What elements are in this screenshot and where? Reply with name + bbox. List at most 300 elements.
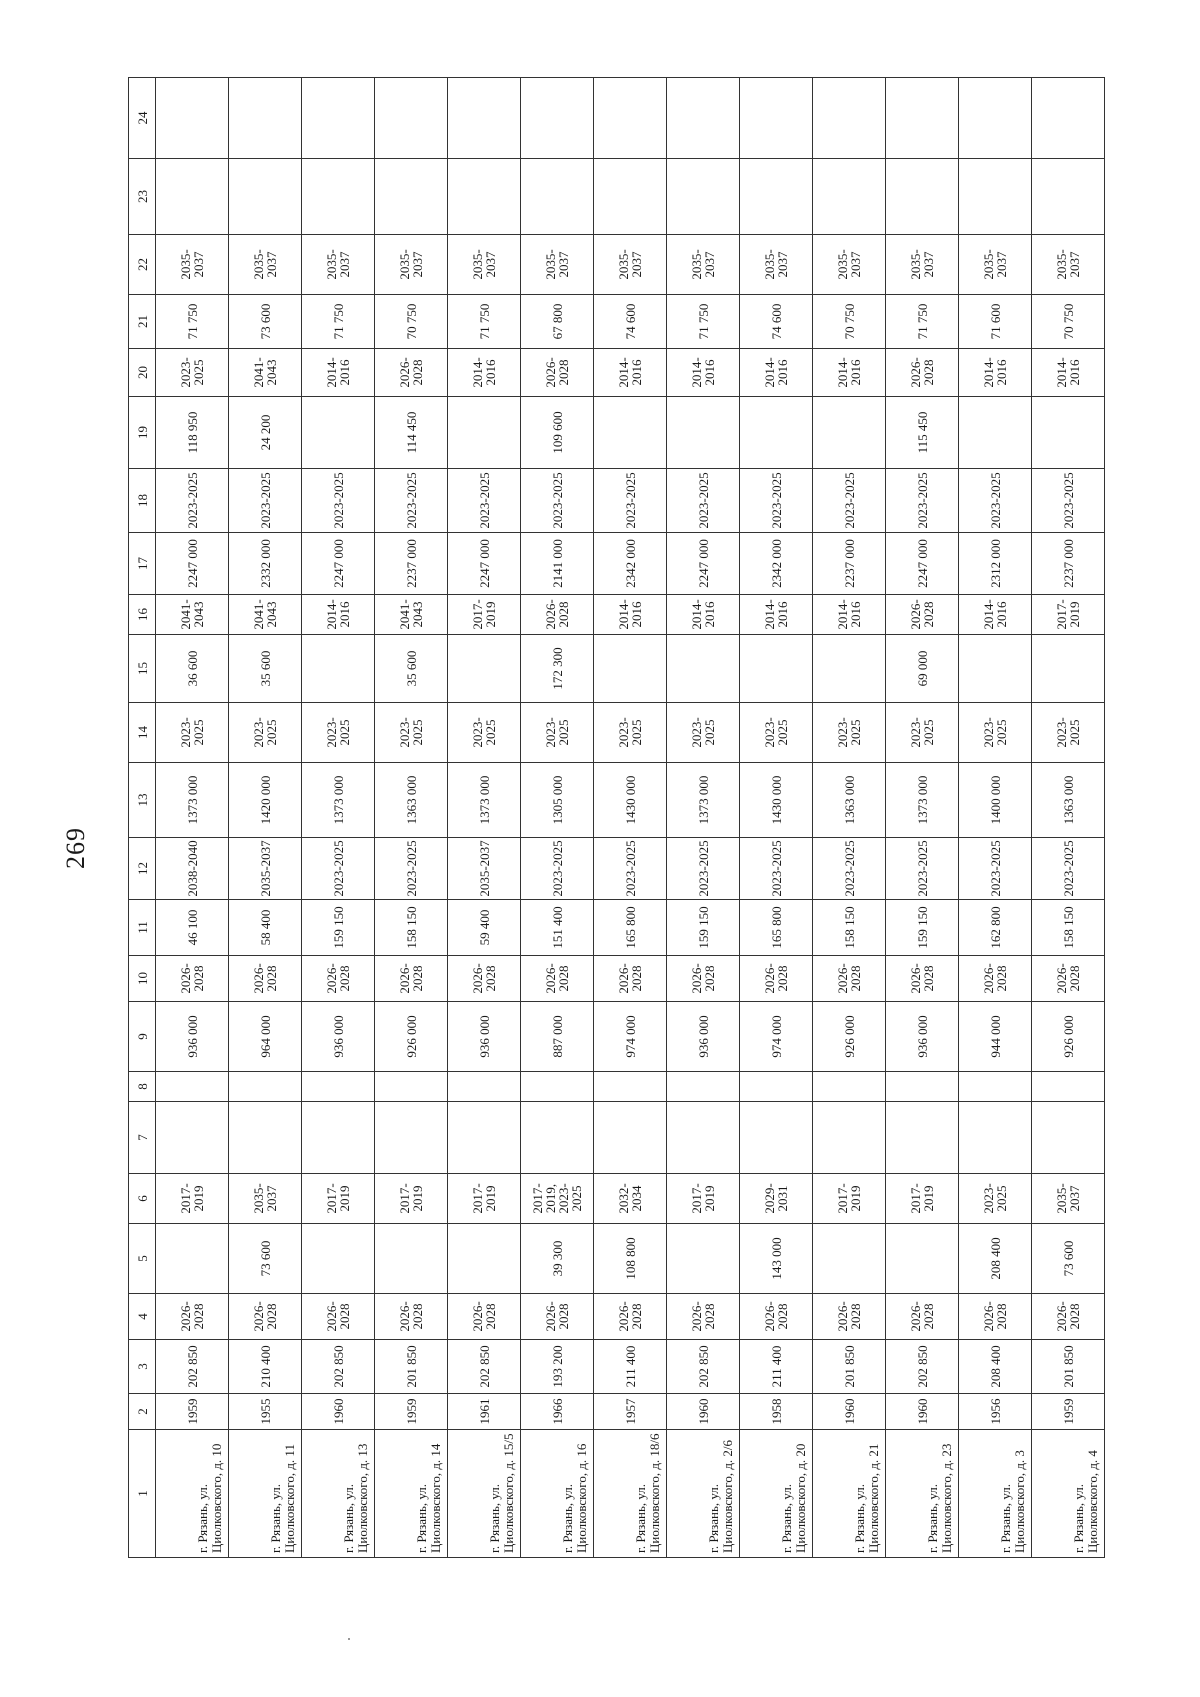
table-cell: 71 750 [302,295,375,349]
table-cell: 2247 000 [156,533,229,595]
table-cell: 73 600 [1032,1224,1105,1294]
table-cell: 35 600 [229,635,302,703]
table-cell: 2017-2019 [886,1174,959,1224]
column-header-1: 1 [129,1430,156,1558]
table-cell: 2035-2037 [1032,1174,1105,1224]
table-cell: 202 850 [448,1340,521,1394]
column-header-14: 14 [129,703,156,763]
column-header-5: 5 [129,1224,156,1294]
table-cell: 2237 000 [1032,533,1105,595]
table-cell: 1373 000 [302,763,375,838]
table-cell: 1955 [229,1394,302,1430]
table-cell: 2014-2016 [667,349,740,397]
table-cell: 2026-2028 [667,956,740,1002]
column-header-20: 20 [129,349,156,397]
table-cell: 2014-2016 [959,349,1032,397]
column-header-8: 8 [129,1072,156,1102]
table-cell: 2035-2037 [448,235,521,295]
table-cell: 936 000 [448,1002,521,1072]
table-cell: 202 850 [886,1340,959,1394]
table-row [813,78,886,1558]
column-header-19: 19 [129,397,156,469]
column-header-12: 12 [129,838,156,900]
table-cell: 2023-2025 [813,703,886,763]
table-cell [667,397,740,469]
table-cell: 926 000 [813,1002,886,1072]
table-cell: 70 750 [813,295,886,349]
table-cell: 2017-2019 [302,1174,375,1224]
table-cell: 202 850 [156,1340,229,1394]
table-cell: 2247 000 [448,533,521,595]
table-cell [302,159,375,235]
table-cell [302,1224,375,1294]
column-header-10: 10 [129,956,156,1002]
table-cell: 2023-2025 [302,703,375,763]
table-cell [886,159,959,235]
table-cell: 162 800 [959,900,1032,956]
table-cell [156,159,229,235]
table-cell: 2026-2028 [886,595,959,635]
table-cell [813,635,886,703]
table-cell [886,1224,959,1294]
table-cell: 2035-2037 [594,235,667,295]
table-cell: 1420 000 [229,763,302,838]
table-cell: 1958 [740,1394,813,1430]
table-cell [448,635,521,703]
table-cell: 2017-2019 [448,1174,521,1224]
table-cell [156,1102,229,1174]
table-cell: 74 600 [594,295,667,349]
table-cell: 2023-2025 [302,469,375,533]
table-cell: 71 750 [667,295,740,349]
table-cell: 1363 000 [375,763,448,838]
table-cell [594,159,667,235]
table-cell: 2035-2037 [813,235,886,295]
table-cell [959,1072,1032,1102]
table-cell: 2014-2016 [302,349,375,397]
table-cell [229,78,302,159]
table-cell [448,1224,521,1294]
table-cell: 115 450 [886,397,959,469]
table-cell: 2023-2025 [886,469,959,533]
table-cell: 926 000 [1032,1002,1105,1072]
column-header-11: 11 [129,900,156,956]
address-cell: г. Рязань, ул. Циолковского, д. 11 [229,1430,302,1558]
table-cell: 936 000 [302,1002,375,1072]
table-cell: 202 850 [302,1340,375,1394]
table-cell [959,397,1032,469]
table-cell: 2014-2016 [1032,349,1105,397]
table-cell: 2023-2025 [813,838,886,900]
table-cell: 24 200 [229,397,302,469]
table-cell: 2342 000 [740,533,813,595]
table-cell: 2017-2019, 2023-2025 [521,1174,594,1224]
table-row [740,78,813,1558]
table-cell: 158 150 [813,900,886,956]
table-cell [1032,78,1105,159]
table-cell: 1956 [959,1394,1032,1430]
table-cell: 2247 000 [302,533,375,595]
address-cell: г. Рязань, ул. Циолковского, д. 20 [740,1430,813,1558]
table-cell: 1400 000 [959,763,1032,838]
address-cell: г. Рязань, ул. Циолковского, д. 15/5 [448,1430,521,1558]
table-row [448,78,521,1558]
address-cell: г. Рязань, ул. Циолковского, д. 13 [302,1430,375,1558]
table-row [229,78,302,1558]
table-cell: 2026-2028 [521,349,594,397]
table-cell [1032,159,1105,235]
table-cell: 165 800 [594,900,667,956]
table-cell: 2342 000 [594,533,667,595]
table-cell: 926 000 [375,1002,448,1072]
page-number: 269 [61,827,90,869]
table-cell [667,1072,740,1102]
table-cell: 118 950 [156,397,229,469]
table-cell [375,78,448,159]
table-cell [594,397,667,469]
table-cell [886,78,959,159]
table-cell: 1960 [813,1394,886,1430]
table-cell [1032,635,1105,703]
table-cell [521,159,594,235]
table-cell: 1373 000 [667,763,740,838]
table-cell [375,1072,448,1102]
table-cell [521,1072,594,1102]
table-row [594,78,667,1558]
table-cell: 974 000 [594,1002,667,1072]
table-row [156,78,229,1558]
table-cell: 159 150 [302,900,375,956]
table-cell: 2017-2019 [156,1174,229,1224]
table-cell [375,1224,448,1294]
table-cell: 2026-2028 [521,956,594,1002]
table-cell: 2023-2025 [521,469,594,533]
table-cell [1032,1072,1105,1102]
table-cell: 1363 000 [1032,763,1105,838]
table-cell: 2026-2028 [448,1294,521,1340]
table-body [156,78,1105,1558]
table-cell: 2237 000 [375,533,448,595]
table-cell: 1430 000 [740,763,813,838]
column-header-17: 17 [129,533,156,595]
table-cell: 2247 000 [667,533,740,595]
table-cell: 202 850 [667,1340,740,1394]
table-cell: 1305 000 [521,763,594,838]
table-cell [375,159,448,235]
table-cell: 2014-2016 [667,595,740,635]
table-cell: 1373 000 [886,763,959,838]
table-cell: 2014-2016 [813,349,886,397]
table-cell [229,1072,302,1102]
table-cell: 2237 000 [813,533,886,595]
table-cell: 964 000 [229,1002,302,1072]
table-cell: 2026-2028 [959,1294,1032,1340]
table-cell: 143 000 [740,1224,813,1294]
table-cell: 69 000 [886,635,959,703]
table-cell: 2035-2037 [740,235,813,295]
table-cell: 2023-2025 [740,838,813,900]
table-cell: 2041-2043 [229,595,302,635]
table-cell: 1959 [1032,1394,1105,1430]
table-cell: 70 750 [375,295,448,349]
table-cell: 2035-2037 [375,235,448,295]
table-cell: 109 600 [521,397,594,469]
table-cell: 2026-2028 [302,956,375,1002]
table-cell: 2023-2025 [156,349,229,397]
table-cell: 2035-2037 [448,838,521,900]
scan-speck [348,1638,350,1640]
table-cell [1032,1102,1105,1174]
table-cell: 2023-2025 [959,838,1032,900]
table-cell: 936 000 [886,1002,959,1072]
column-header-13: 13 [129,763,156,838]
table-cell: 2035-2037 [229,838,302,900]
table-cell: 2026-2028 [740,956,813,1002]
table-cell: 114 450 [375,397,448,469]
table-cell: 159 150 [886,900,959,956]
table-cell: 2023-2025 [959,1174,1032,1224]
table-cell: 2026-2028 [302,1294,375,1340]
table-cell: 2038-2040 [156,838,229,900]
header-row [129,78,156,1558]
table-cell: 165 800 [740,900,813,956]
table-cell [740,397,813,469]
table-cell: 2017-2019 [375,1174,448,1224]
table-cell: 2017-2019 [667,1174,740,1224]
table-row [375,78,448,1558]
table-cell: 2029-2031 [740,1174,813,1224]
table-cell: 2026-2028 [667,1294,740,1340]
table-cell: 211 400 [594,1340,667,1394]
table-cell [886,1102,959,1174]
table-cell: 2026-2028 [813,956,886,1002]
table-cell [667,78,740,159]
table-cell: 36 600 [156,635,229,703]
table-cell: 2023-2025 [302,838,375,900]
address-cell: г. Рязань, ул. Циолковского, д. 14 [375,1430,448,1558]
table-cell: 2026-2028 [886,349,959,397]
table-row [667,78,740,1558]
table-cell: 2026-2028 [886,1294,959,1340]
address-cell: г. Рязань, ул. Циолковского, д. 4 [1032,1430,1105,1558]
table-cell: 2023-2025 [375,703,448,763]
table-cell: 2026-2028 [1032,1294,1105,1340]
column-header-18: 18 [129,469,156,533]
table-cell: 936 000 [156,1002,229,1072]
table-cell [448,159,521,235]
table-cell: 35 600 [375,635,448,703]
table-cell: 2014-2016 [740,349,813,397]
table-cell [375,1102,448,1174]
column-header-23: 23 [129,159,156,235]
table-cell: 1960 [886,1394,959,1430]
table-cell: 2026-2028 [448,956,521,1002]
table-cell: 1961 [448,1394,521,1430]
table-cell: 2023-2025 [740,703,813,763]
table-cell: 2014-2016 [448,349,521,397]
table-cell: 2026-2028 [1032,956,1105,1002]
table-cell [448,1102,521,1174]
table-cell: 2023-2025 [1032,703,1105,763]
table-cell: 2023-2025 [1032,469,1105,533]
table-cell [594,78,667,159]
table-cell: 2035-2037 [229,235,302,295]
table-cell: 2035-2037 [229,1174,302,1224]
table-cell: 2023-2025 [521,703,594,763]
table-cell: 2023-2025 [740,469,813,533]
table-cell: 2035-2037 [302,235,375,295]
table-cell: 1959 [156,1394,229,1430]
table-cell [302,397,375,469]
table-row [302,78,375,1558]
table-cell: 1430 000 [594,763,667,838]
column-header-3: 3 [129,1340,156,1394]
table-cell: 73 600 [229,1224,302,1294]
table-cell [813,78,886,159]
column-header-16: 16 [129,595,156,635]
table-cell [959,635,1032,703]
table-cell [813,1102,886,1174]
table-cell [667,159,740,235]
table-cell [813,159,886,235]
table-cell: 2026-2028 [813,1294,886,1340]
table-cell [448,1072,521,1102]
table-cell [667,1224,740,1294]
table-cell: 2023-2025 [521,838,594,900]
table-cell [959,159,1032,235]
table-cell [740,78,813,159]
table-cell: 2023-2025 [448,703,521,763]
table-cell [959,78,1032,159]
column-header-2: 2 [129,1394,156,1430]
table-cell [156,78,229,159]
table-cell: 2023-2025 [594,703,667,763]
table-cell: 2023-2025 [959,469,1032,533]
table-cell: 2023-2025 [813,469,886,533]
table-cell: 2023-2025 [156,703,229,763]
table-cell: 2035-2037 [886,235,959,295]
table-cell: 74 600 [740,295,813,349]
table-cell: 73 600 [229,295,302,349]
table-cell [594,1072,667,1102]
address-cell: г. Рязань, ул. Циолковского, д. 2/6 [667,1430,740,1558]
table-cell: 59 400 [448,900,521,956]
address-cell: г. Рязань, ул. Циолковского, д. 3 [959,1430,1032,1558]
table-cell: 2023-2025 [375,838,448,900]
table-cell: 2041-2043 [156,595,229,635]
table-cell: 2026-2028 [521,1294,594,1340]
table-cell: 2312 000 [959,533,1032,595]
address-cell: г. Рязань, ул. Циолковского, д. 23 [886,1430,959,1558]
table-cell: 158 150 [1032,900,1105,956]
table-cell: 208 400 [959,1340,1032,1394]
table-cell: 2014-2016 [740,595,813,635]
column-header-15: 15 [129,635,156,703]
table-cell: 2023-2025 [667,469,740,533]
table-cell: 2247 000 [886,533,959,595]
table-cell: 2026-2028 [375,956,448,1002]
table-cell [594,635,667,703]
table-cell: 944 000 [959,1002,1032,1072]
table-cell: 70 750 [1032,295,1105,349]
table-cell: 2023-2025 [594,469,667,533]
table-cell: 2023-2025 [594,838,667,900]
rotated-table-container [128,78,1100,1558]
table-row [886,78,959,1558]
table-cell [594,1102,667,1174]
table-cell: 2014-2016 [594,349,667,397]
table-cell: 1959 [375,1394,448,1430]
table-cell: 2026-2028 [156,956,229,1002]
table-cell: 2023-2025 [959,703,1032,763]
table-cell: 67 800 [521,295,594,349]
table-cell: 2014-2016 [302,595,375,635]
table-cell: 2023-2025 [229,703,302,763]
column-header-22: 22 [129,235,156,295]
table-cell: 201 850 [813,1340,886,1394]
table-row [521,78,594,1558]
table-cell: 2023-2025 [667,703,740,763]
table-cell [302,78,375,159]
table-cell: 2041-2043 [375,595,448,635]
table-cell: 2026-2028 [229,1294,302,1340]
table-cell: 2026-2028 [594,1294,667,1340]
table-cell: 71 600 [959,295,1032,349]
table-cell [156,1224,229,1294]
table-cell: 2023-2025 [886,838,959,900]
table-cell [813,1072,886,1102]
table-cell: 1373 000 [156,763,229,838]
table-cell: 1960 [302,1394,375,1430]
table-cell: 159 150 [667,900,740,956]
address-cell: г. Рязань, ул. Циолковского, д. 18/6 [594,1430,667,1558]
table-cell: 46 100 [156,900,229,956]
table-cell: 201 850 [1032,1340,1105,1394]
table-cell: 2014-2016 [959,595,1032,635]
table-cell: 2023-2025 [375,469,448,533]
table-cell [813,1224,886,1294]
table-cell: 2332 000 [229,533,302,595]
table-cell: 108 800 [594,1224,667,1294]
address-cell: г. Рязань, ул. Циолковского, д. 10 [156,1430,229,1558]
table-cell: 2026-2028 [229,956,302,1002]
column-header-21: 21 [129,295,156,349]
table-cell: 2026-2028 [886,956,959,1002]
table-cell [302,1072,375,1102]
table-cell: 211 400 [740,1340,813,1394]
table-cell [521,78,594,159]
table-cell: 2026-2028 [521,595,594,635]
table-cell: 2026-2028 [959,956,1032,1002]
address-cell: г. Рязань, ул. Циолковского, д. 21 [813,1430,886,1558]
table-cell: 2014-2016 [813,595,886,635]
table-cell [448,78,521,159]
table-cell: 58 400 [229,900,302,956]
table-cell: 2026-2028 [156,1294,229,1340]
table-cell: 2017-2019 [813,1174,886,1224]
column-header-9: 9 [129,1002,156,1072]
table-cell: 71 750 [448,295,521,349]
table-cell: 2023-2025 [229,469,302,533]
table-cell: 2035-2037 [667,235,740,295]
table-row [1032,78,1105,1558]
table-cell: 71 750 [156,295,229,349]
table-cell [740,635,813,703]
table-cell [886,1072,959,1102]
table-cell: 2017-2019 [1032,595,1105,635]
table-cell [959,1102,1032,1174]
table-cell [667,1102,740,1174]
